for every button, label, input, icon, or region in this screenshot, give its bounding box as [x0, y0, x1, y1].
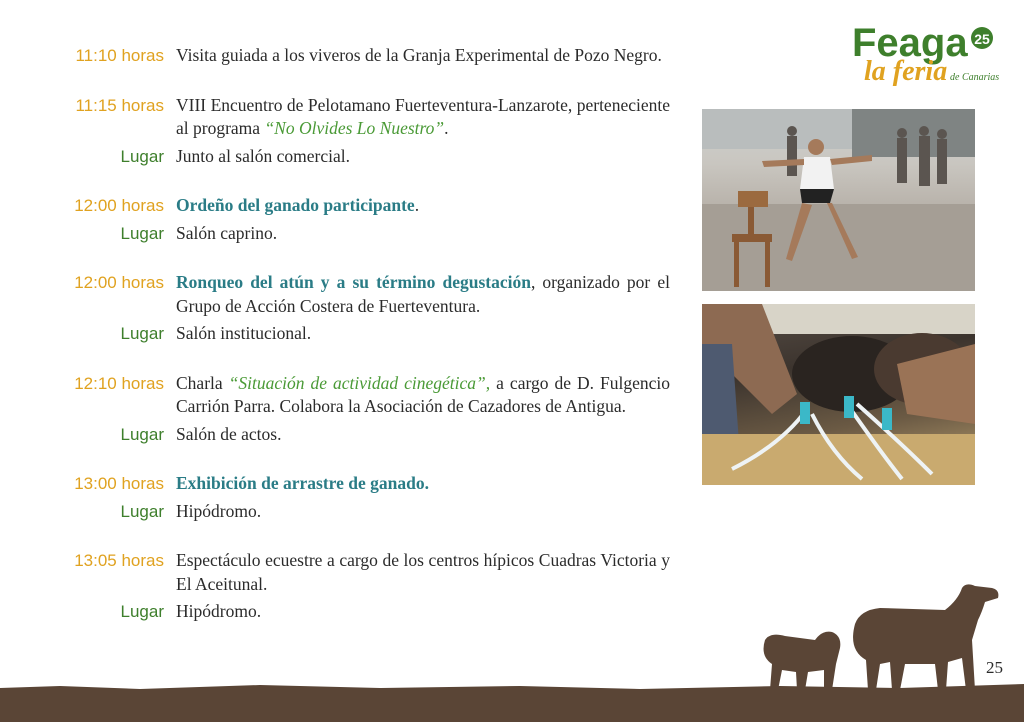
page-number: 25: [986, 658, 1003, 677]
location-label: Lugar: [120, 146, 164, 166]
svg-text:25: 25: [974, 31, 990, 47]
event-time: 13:00 horas: [74, 474, 164, 493]
schedule-item: [0, 472, 690, 496]
event-text-segment: Espectáculo ecuestre a cargo de los centros hípicos Cuadras Victoria y El Aceitunal.: [176, 550, 670, 594]
location-value: Salón de actos.: [176, 423, 282, 444]
spacer: [0, 245, 690, 271]
spacer: [0, 523, 690, 549]
location-value: Junto al salón comercial.: [176, 145, 350, 166]
spacer: [0, 446, 690, 472]
location-label: Lugar: [120, 223, 164, 243]
event-time: 11:10 horas: [75, 46, 164, 65]
event-location: [0, 500, 690, 524]
event-text-segment: Charla: [176, 372, 229, 393]
event-text-segment: Visita guiada a los viveros de la Granja Experimental de Pozo Negro.: [176, 45, 662, 65]
event-time: 11:15 horas: [75, 95, 164, 115]
event-time: 12:10 horas: [74, 373, 164, 393]
milking-photo: [702, 304, 975, 485]
event-location: [0, 145, 690, 169]
location-label: Lugar: [120, 602, 164, 621]
location-label: Lugar: [120, 501, 164, 521]
event-location: [0, 222, 690, 246]
event-text-segment: a cargo de D. Fulgencio Carrión Parra. Colabora la Asociación de Cazadores de Antigua.: [176, 372, 670, 416]
event-text-segment: .: [444, 118, 449, 138]
schedule-item: [0, 94, 690, 141]
feaga-logo: [850, 18, 1005, 88]
location-label: Lugar: [120, 424, 164, 444]
location-value: Hipódromo.: [176, 601, 262, 621]
schedule-item: [0, 44, 690, 68]
event-location: [0, 423, 690, 447]
location-value: Hipódromo.: [176, 500, 262, 521]
event-text-segment: Ronqueo del atún y a su término degustación: [176, 272, 531, 292]
event-description: [176, 271, 670, 318]
spacer: [0, 68, 690, 94]
event-location: [0, 322, 690, 346]
location-label: Lugar: [120, 324, 164, 343]
location-value: Salón institucional.: [176, 323, 312, 343]
schedule-list: [0, 44, 690, 624]
location-value: Salón caprino.: [176, 222, 278, 243]
schedule-item: [0, 194, 690, 218]
event-description: [176, 194, 670, 218]
event-description: [176, 44, 670, 68]
event-text-segment: “No Olvides Lo Nuestro”: [264, 118, 445, 138]
ground-goats-silhouette: [0, 580, 1024, 722]
event-description: [176, 94, 670, 141]
event-description: [176, 372, 670, 419]
pelotamano-photo: [702, 109, 975, 291]
spacer: [0, 168, 690, 194]
svg-text:la feria: la feria: [864, 56, 948, 87]
event-time: 12:00 horas: [74, 273, 164, 292]
schedule-item: [0, 372, 690, 419]
event-description: [176, 472, 670, 496]
event-text-segment: .: [414, 195, 420, 215]
event-text-segment: Exhibición de arrastre de ganado.: [176, 473, 429, 493]
event-text-segment: , organizado por el Grupo de Acción Costera de Fuerteventura.: [176, 272, 670, 316]
event-text-segment: Ordeño del ganado participante: [176, 195, 415, 215]
event-text-segment: VIII Encuentro de Pelotamano Fuerteventura-Lanzarote, perteneciente al programa: [176, 94, 670, 138]
svg-text:Feaga: Feaga: [852, 21, 968, 65]
spacer: [0, 346, 690, 372]
event-time: 12:00 horas: [74, 196, 164, 215]
event-text-segment: “Situación de actividad cinegética”,: [228, 372, 491, 393]
event-time: 13:05 horas: [74, 551, 164, 570]
svg-text:de Canarias: de Canarias: [950, 72, 1000, 83]
schedule-item: [0, 271, 690, 318]
